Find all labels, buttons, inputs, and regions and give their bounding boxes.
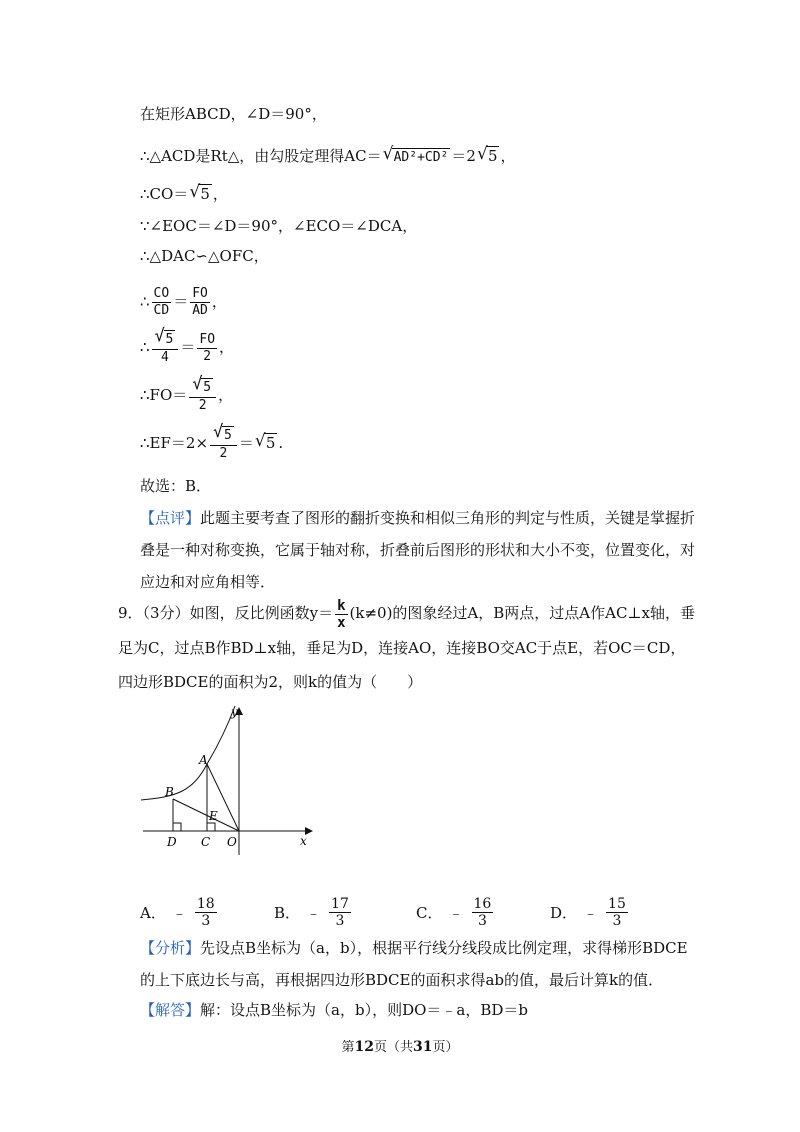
solution-line-7: ∴ √ 5 4 ＝ $\frac{FO}{2}$ ， (140, 326, 235, 365)
option-c[interactable]: C． ﹣ $\frac{16}{3}$ (416, 896, 492, 929)
fraction-fo-2: $\frac{FO}{2}$ (199, 331, 216, 364)
solution-line-4: ∵∠EOC＝∠D＝90°，∠ECO＝∠DCA， (140, 217, 418, 235)
option-a[interactable]: A． ﹣ $\frac{18}{3}$ (140, 896, 215, 929)
fraction-k-x: $\frac{k}{x}$ (337, 597, 346, 631)
label-o: O (227, 835, 237, 849)
right-angle-d (173, 823, 181, 831)
analysis-tag: 【分析】 (140, 939, 201, 957)
option-b[interactable]: B． ﹣ $\frac{17}{3}$ (274, 896, 349, 929)
analysis-paragraph: 【分析】先设点B坐标为（a，b），根据平行线分线段成比例定理，求得梯形BDCE的上下底边长与高，再根据四边形BDCE的面积求得ab的值，最后计算k的值． (140, 939, 688, 989)
page-number: 12 (354, 1039, 374, 1055)
label-x: x (300, 834, 307, 848)
answer-line: 故选：B． (140, 477, 212, 495)
fraction-sqrt5-2: √ 5 2 (210, 426, 237, 462)
sqrt-5: √ 5 (254, 431, 276, 452)
segment-bo (173, 799, 239, 831)
solution-line-9: ∴EF＝2× √ 5 2 ＝ √ 5 . (140, 422, 284, 461)
option-d[interactable]: D． ﹣ $\frac{15}{3}$ (550, 896, 626, 929)
solution-line-3: ∴CO＝ √ 5 ， (140, 182, 228, 203)
sqrt-5: √ 5 (476, 144, 498, 165)
fraction-sqrt5-4: √ 5 4 (152, 330, 179, 366)
label-c: C (201, 835, 211, 849)
question-number: 9． (118, 604, 143, 622)
solution-tag: 【解答】 (140, 1001, 201, 1019)
solution-paragraph: 【解答】解：设点B坐标为（a，b），则DO＝﹣a，BD＝b (140, 1001, 529, 1019)
fraction-sqrt5-2: √ 5 2 (189, 378, 216, 414)
question-9: 9．（3分）如图，反比例函数y＝ $\frac{k}{x}$ (k≠0)的图象经过A，B两点，过点A作AC⊥x轴，垂足为C，过点B作BD⊥x轴，垂足为D，连接AO，连接BO交AC于点E，若OC＝CD，四边形BDCE的面积为2，则k的值为（ ） (118, 597, 695, 691)
solution-line-8: ∴FO＝ √ 5 2 ， (140, 374, 234, 413)
review-paragraph: 【点评】此题主要考查了图形的翻折变换和相似三角形的判定与性质，关键是掌握折叠是一种对称变换，它属于轴对称，折叠前后图形的形状和大小不变，位置变化，对应边和对应角相等． (140, 509, 696, 591)
sqrt-5: √ 5 (189, 182, 210, 203)
solution-line-6: ∴ $\frac{CO}{CD}$ ＝ $\frac{FO}{AD}$ ， (140, 286, 227, 318)
page-total: 31 (413, 1039, 433, 1055)
solution-line-1: 在矩形ABCD，∠D＝90°， (140, 105, 327, 123)
fraction-fo-ad: $\frac{FO}{AD}$ (192, 286, 208, 318)
label-d: D (167, 835, 177, 849)
solution-line-5: ∴△DAC∽△OFC， (140, 247, 269, 265)
review-tag: 【点评】 (140, 509, 201, 527)
hyperbola-curve (141, 706, 235, 800)
label-e: E (209, 809, 218, 823)
fraction-co-cd: $\frac{CO}{CD}$ (153, 286, 170, 318)
hyperbola-figure (135, 700, 315, 860)
page-footer: 第12页（共31页） (341, 1039, 459, 1055)
solution-line-2: ∴△ACD是Rt△，由勾股定理得AC＝ √ AD²+CD² ＝2 √ 5 ， (140, 144, 516, 165)
sqrt-ad-cd: √ AD²+CD² (382, 144, 449, 165)
label-y: y (231, 705, 238, 719)
label-b: B (165, 785, 174, 799)
right-angle-c (207, 823, 215, 831)
label-a: A (199, 753, 208, 767)
